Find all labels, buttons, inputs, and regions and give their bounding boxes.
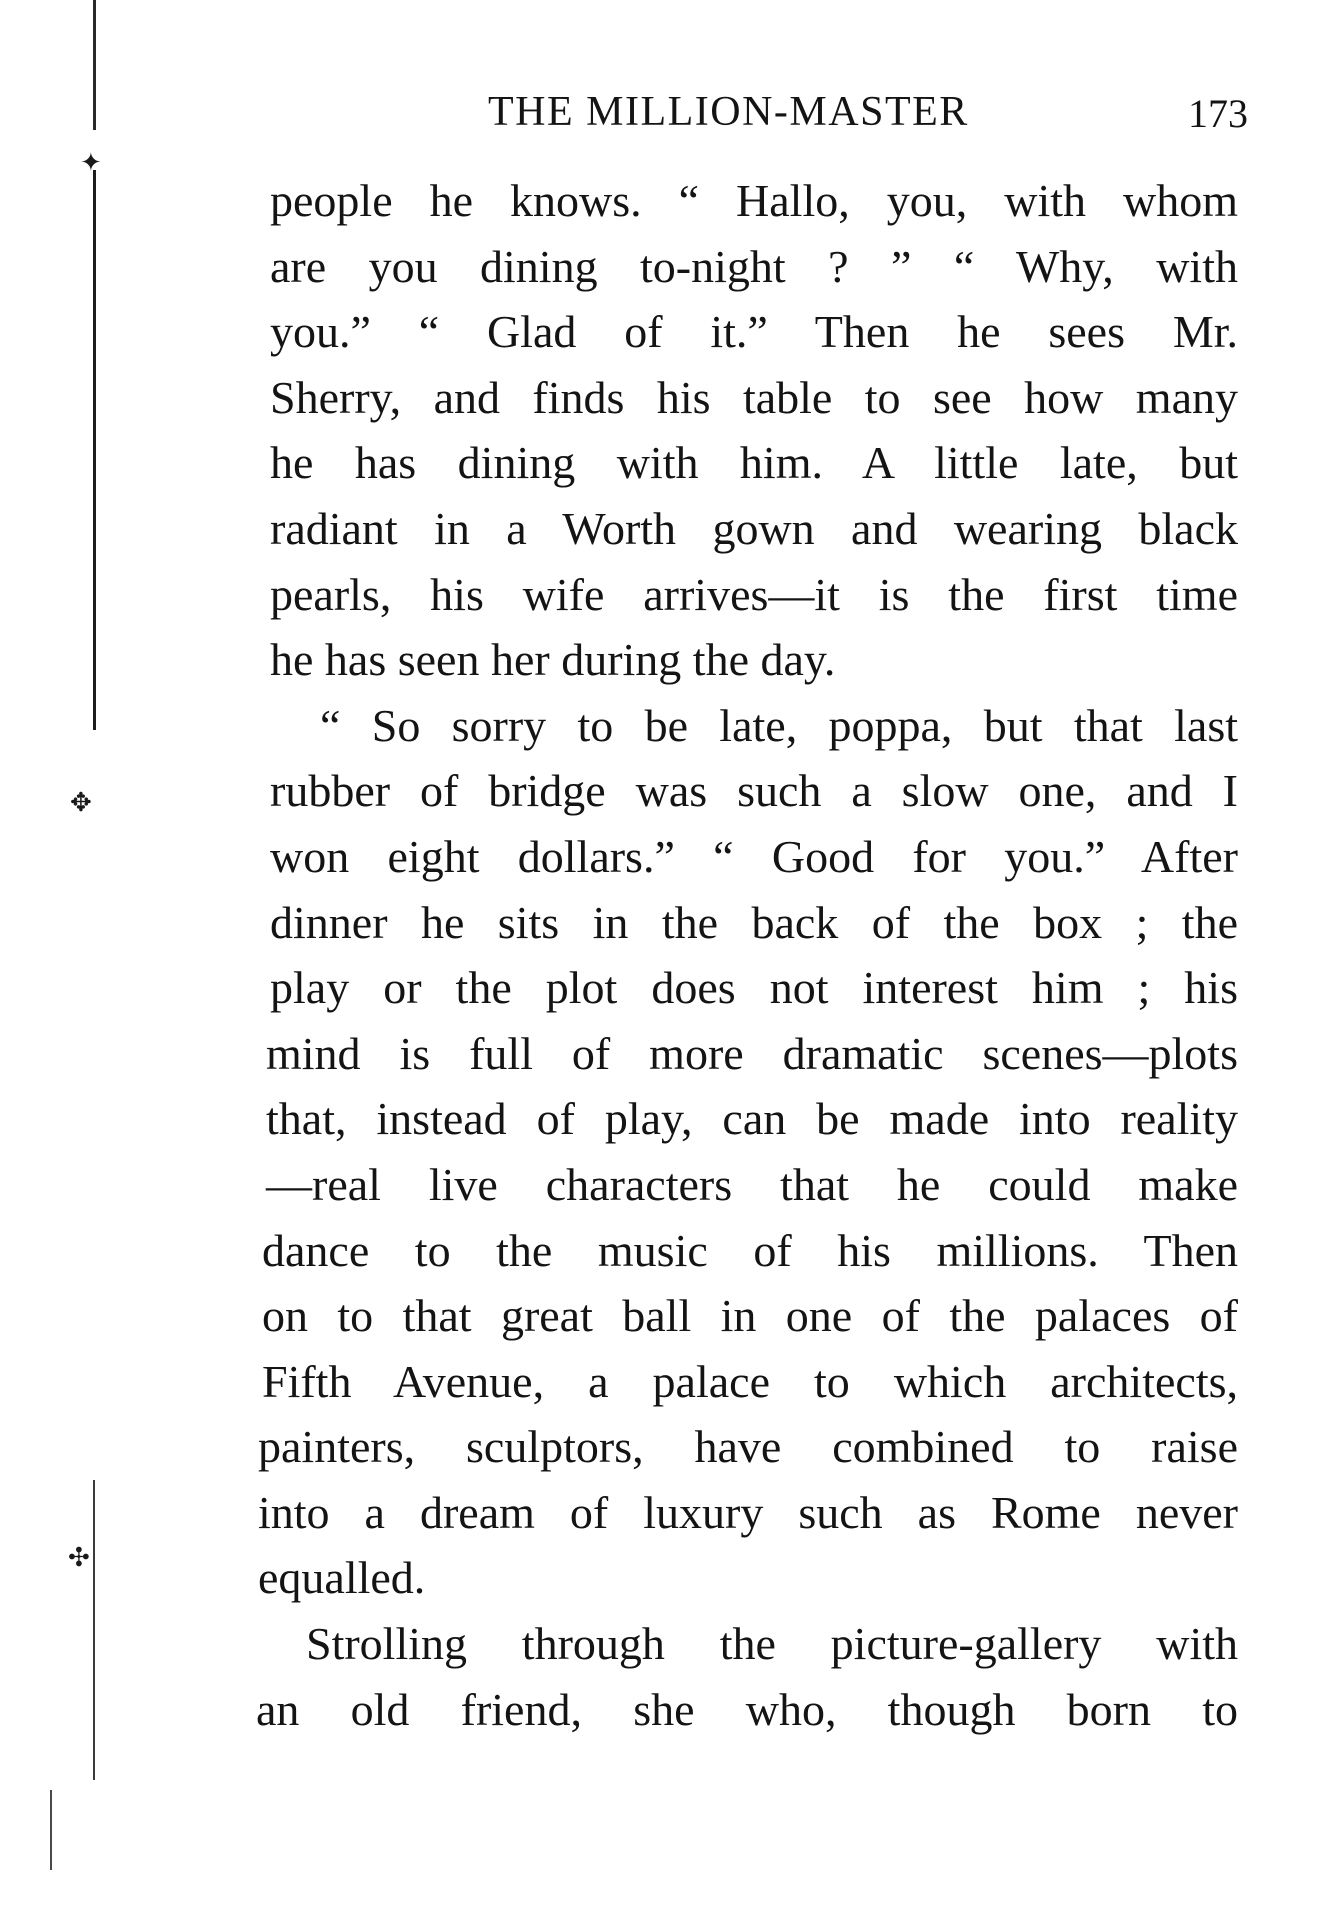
text-line: pearls, his wife arrives—it is the first time [270, 568, 1238, 620]
text-line: people he knows. “ Hallo, you, with whom [270, 175, 1238, 226]
text-line: play or the plot does not interest him ; his [270, 962, 1238, 1014]
margin-ornament-icon: ✣ [68, 1543, 90, 1572]
text-line: “ So sorry to be late, poppa, but that last [320, 699, 1238, 751]
text-line: you.” “ Glad of it.” Then he sees Mr. [270, 306, 1238, 358]
text-line: Sherry, and finds his table to see how many [270, 371, 1238, 423]
text-line: Strolling through the picture-gallery with [306, 1618, 1238, 1670]
text-line: —real live characters that he could make [266, 1158, 1238, 1210]
text-line: he has dining with him. A little late, but [270, 437, 1238, 489]
page-number: 173 [1188, 91, 1248, 136]
binding-edge-mark [50, 1790, 52, 1870]
text-line: radiant in a Worth gown and wearing black [270, 502, 1238, 554]
margin-ornament-icon: ✦ [80, 148, 102, 177]
binding-edge-mark [93, 170, 96, 730]
page-header [488, 88, 1248, 148]
text-line: dance to the music of his millions. Then [262, 1224, 1238, 1276]
text-line: are you dining to-night ? ” “ Why, with [270, 240, 1238, 292]
text-line: equalled. [258, 1552, 426, 1604]
text-line: on to that great ball in one of the palaces of [262, 1290, 1238, 1342]
text-line: painters, sculptors, have combined to raise [258, 1421, 1238, 1473]
binding-edge-mark [93, 1480, 95, 1780]
text-line: won eight dollars.” “ Good for you.” After [270, 830, 1238, 882]
running-title: THE MILLION-MASTER [488, 89, 969, 135]
text-line: he has seen her during the day. [270, 634, 836, 686]
margin-ornament-icon: ✥ [70, 788, 92, 817]
text-line: dinner he sits in the back of the box ; the [270, 896, 1238, 948]
body-text [256, 168, 1238, 1742]
binding-edge-mark [93, 0, 96, 130]
text-line: an old friend, she who, though born to [256, 1683, 1238, 1735]
text-line: that, instead of play, can be made into reality [266, 1093, 1238, 1145]
text-line: rubber of bridge was such a slow one, and I [270, 765, 1238, 817]
text-line: mind is full of more dramatic scenes—plots [266, 1027, 1238, 1079]
text-line: Fifth Avenue, a palace to which architects, [262, 1355, 1238, 1407]
text-line: into a dream of luxury such as Rome never [258, 1486, 1238, 1538]
